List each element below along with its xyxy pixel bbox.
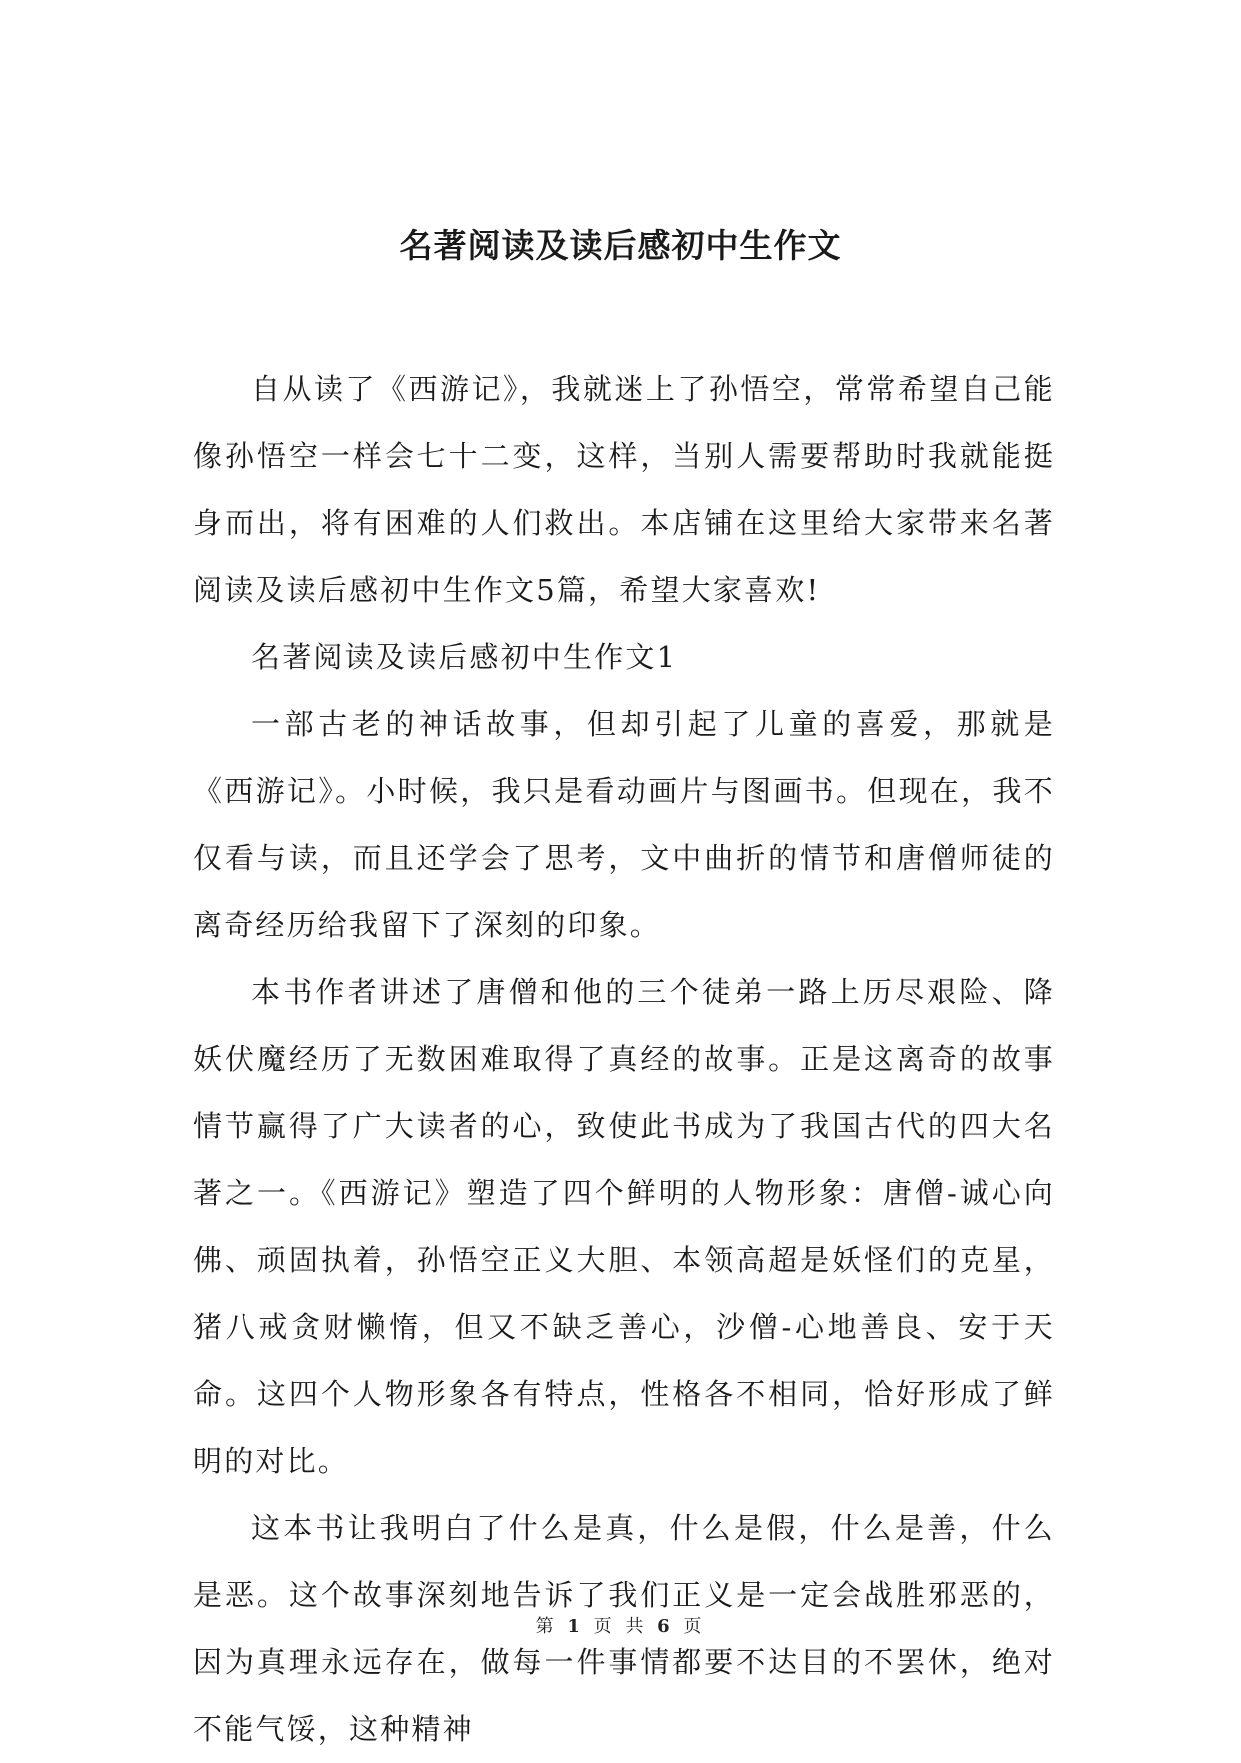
footer-prefix: 第	[535, 1616, 558, 1637]
footer-suffix: 页	[683, 1616, 706, 1637]
paragraph: 这本书让我明白了什么是真，什么是假，什么是善，什么是恶。这个故事深刻地告诉了我们正义是一定会战胜邪恶的，因为真理永远存在，做每一件事情都要不达目的不罢休，绝对不能气馁，这种精神	[193, 1511, 1055, 1746]
document-body	[193, 356, 1055, 1763]
current-page-number: 1	[567, 1616, 584, 1637]
document-title: 名著阅读及读后感初中生作文	[399, 226, 842, 265]
paragraph: 一部古老的神话故事，但却引起了儿童的喜爱，那就是《西游记》。小时候，我只是看动画片与图画书。但现在，我不仅看与读，而且还学会了思考，文中曲折的情节和唐僧师徒的离奇经历给我留下了深刻的印象。	[193, 707, 1055, 942]
total-pages-number: 6	[657, 1616, 674, 1637]
section-heading: 名著阅读及读后感初中生作文1	[251, 640, 678, 674]
page-number-footer	[0, 1612, 1241, 1638]
footer-middle: 页 共	[593, 1616, 648, 1637]
paragraph-intro: 自从读了《西游记》，我就迷上了孙悟空，常常希望自己能像孙悟空一样会七十二变，这样，当别人需要帮助时我就能挺身而出，将有困难的人们救出。本店铺在这里给大家带来名著阅读及读后感初中生作文5篇，希望大家喜欢!	[193, 372, 1055, 607]
paragraph: 本书作者讲述了唐僧和他的三个徒弟一路上历尽艰险、降妖伏魔经历了无数困难取得了真经的故事。正是这离奇的故事情节赢得了广大读者的心，致使此书成为了我国古代的四大名著之一。《西游记》塑造了四个鲜明的人物形象：唐僧-诚心向佛、顽固执着，孙悟空正义大胆、本领高超是妖怪们的克星，猪八戒贪财懒惰，但又不缺乏善心，沙僧-心地善良、安于天命。这四个人物形象各有特点，性格各不相同，恰好形成了鲜明的对比。	[193, 975, 1055, 1478]
